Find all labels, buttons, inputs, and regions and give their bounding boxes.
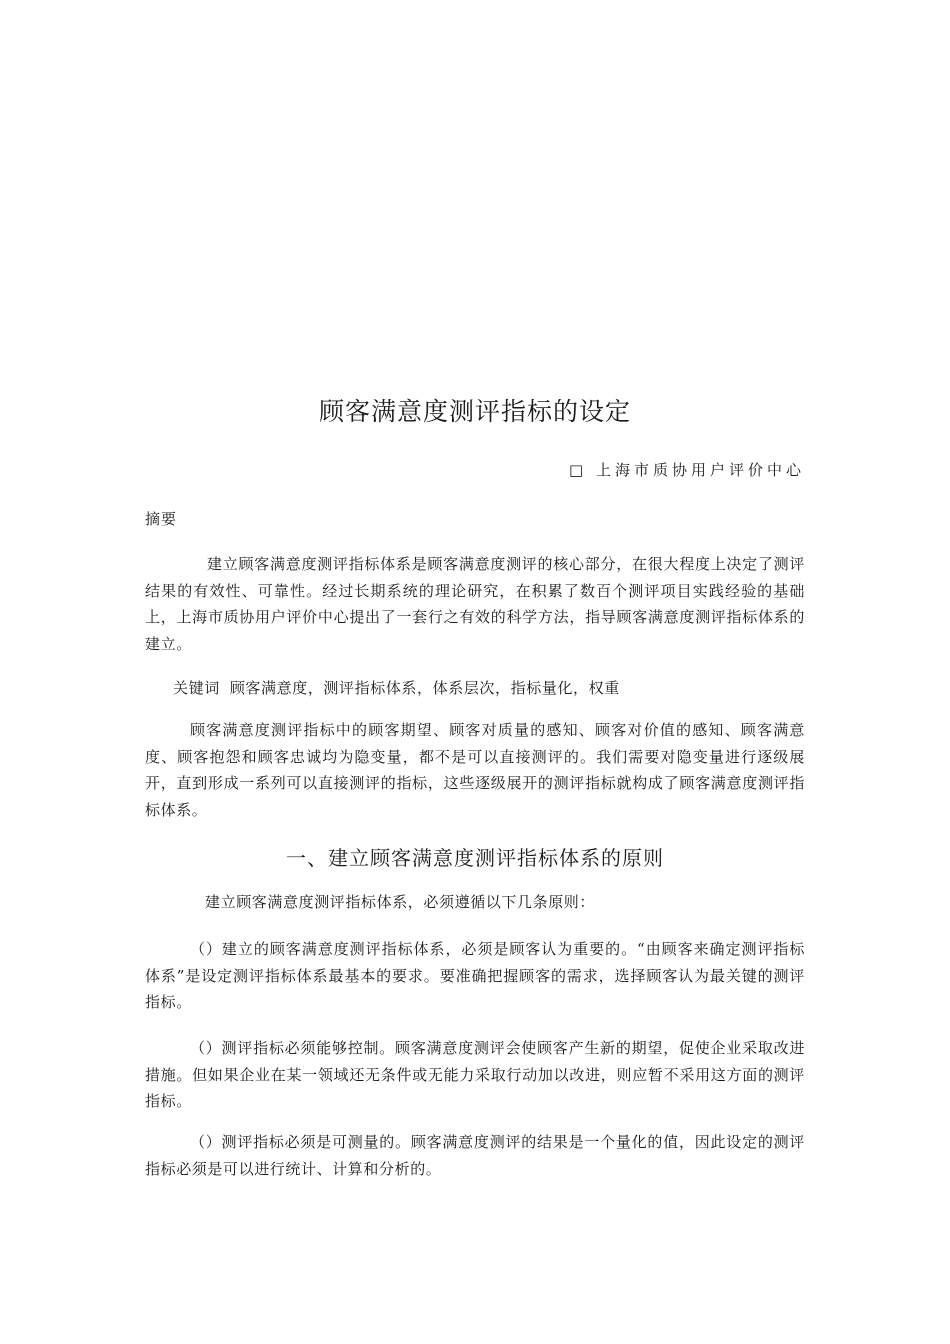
keywords-line xyxy=(173,676,620,700)
principle-item: （）测评指标必须能够控制。顾客满意度测评会使顾客产生新的期望，促使企业采取改进措施。但如果企业在某一领域还无条件或无能力采取行动加以改进，则应暂不采用这方面的测评指标。 xyxy=(145,1039,805,1110)
principle-item: （）建立的顾客满意度测评指标体系，必须是顾客认为重要的。“由顾客来确定测评指标体系”是设定测评指标体系最基本的要求。要准确把握顾客的需求，选择顾客认为最关键的测评指标。 xyxy=(145,940,805,1011)
section-lead: 建立顾客满意度测评指标体系，必须遵循以下几条原则： xyxy=(205,893,596,911)
section-heading: 一、建立顾客满意度测评指标体系的原则 xyxy=(286,846,664,870)
abstract-heading: 摘要 xyxy=(145,510,178,528)
intro-paragraph: 顾客满意度测评指标中的顾客期望、顾客对质量的感知、顾客对价值的感知、顾客满意度、顾客抱怨和顾客忠诚均为隐变量，都不是可以直接测评的。我们需要对隐变量进行逐级展开，直到形成一系列可以直接测评的指标，这些逐级展开的测评指标就构成了顾客满意度测评指标体系。 xyxy=(145,721,805,819)
abstract-text: 建立顾客满意度测评指标体系是顾客满意度测评的核心部分，在很大程度上决定了测评结果的有效性、可靠性。经过长期系统的理论研究，在积累了数百个测评项目实践经验的基础上，上海市质协用户评价中心提出了一套行之有效的科学方法，指导顾客满意度测评指标体系的建立。 xyxy=(145,555,805,653)
keywords-label: 关键词 xyxy=(173,679,220,697)
keywords-text: 顾客满意度，测评指标体系，体系层次，指标量化，权重 xyxy=(229,679,620,697)
author-line: □ 上海市质协用户评价中心 xyxy=(569,461,805,479)
principle-item: （）测评指标必须是可测量的。顾客满意度测评的结果是一个量化的值，因此设定的测评指标必须是可以进行统计、计算和分析的。 xyxy=(145,1133,805,1178)
page-title: 顾客满意度测评指标的设定 xyxy=(318,397,631,426)
